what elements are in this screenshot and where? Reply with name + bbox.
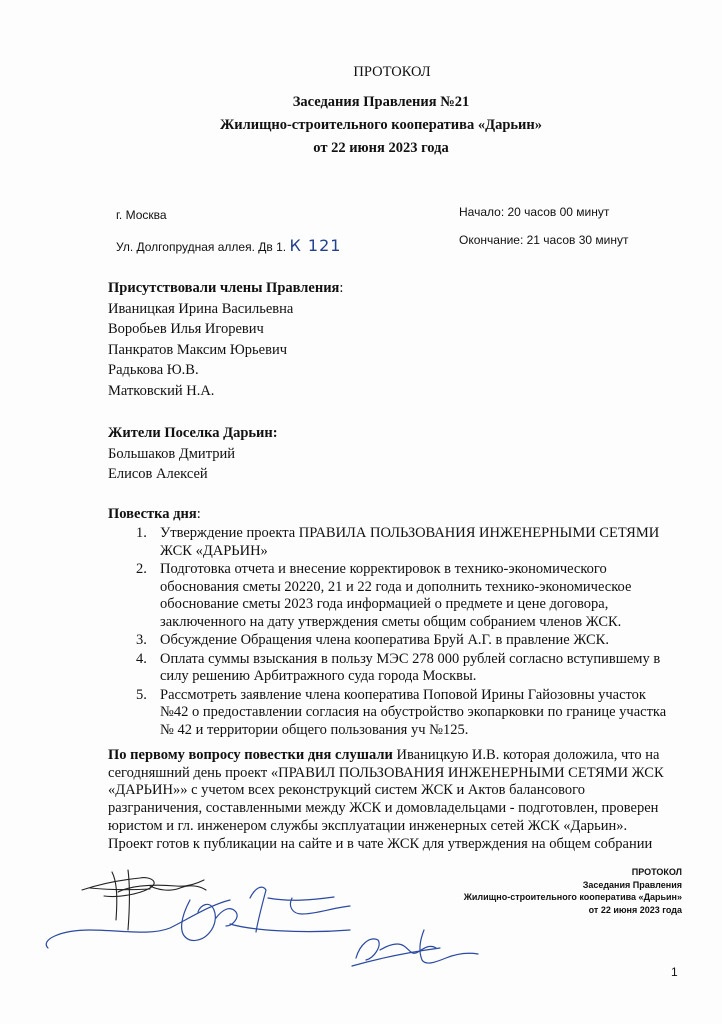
board-member-name: Иваницкая Ирина Васильевна (108, 300, 294, 317)
agenda-item-line: заключенного на дату утверждения сметы общим собранием членов ЖСК. (160, 613, 622, 630)
board-member-name: Радькова Ю.В. (108, 362, 199, 378)
agenda-item-line: Оплата суммы взыскания в пользу МЭС 278 000 рублей согласно вступившему в (160, 650, 661, 667)
board-members-heading: Присутствовали члены Правления (108, 280, 340, 296)
first-question-line: юристом и гл. инженером службы эксплуатации инженерных сетей ЖСК «Дарьин». (108, 817, 628, 834)
residents-heading: Жители Поселка Дарьин: (108, 425, 278, 441)
first-question-line: Иваницкую И.В. которая доложила, что на (392, 747, 660, 763)
meeting-address-handwritten: К 121 (289, 236, 342, 255)
document-subtitle-line-3: от 22 июня 2023 года (313, 140, 449, 156)
agenda-item-line: №42 о предоставлении согласия на обустройство экопарковки по границе участка (160, 704, 667, 720)
first-question-line: разграничения, составленными между ЖСК и домовладельцами - подготовлен, проверен (108, 800, 659, 817)
resident-name: Елисов Алексей (108, 466, 208, 482)
agenda-item-line: обоснования сметы 20220, 21 и 22 года и дополнить технико-экономическое (160, 578, 632, 595)
first-question-line: сегодняшний день проект «ПРАВИЛ ПОЛЬЗОВАНИЯ ИНЖЕНЕРНЫМИ СЕТЯМИ ЖСК (108, 764, 664, 781)
first-question-line: «ДАРЬИН»» с учетом всех реконструкций систем ЖСК и Актов балансового (108, 782, 586, 799)
blue-signature-1 (46, 887, 350, 948)
document-subtitle-line-1: Заседания Правления №21 (292, 94, 470, 110)
black-signature (82, 870, 206, 930)
agenda-item-number: 2. (136, 561, 147, 577)
agenda-item-line: Обсуждение Обращения члена кооператива Бруй А.Г. в правление ЖСК. (160, 632, 609, 648)
agenda-item-number: 3. (136, 632, 147, 648)
document-title: ПРОТОКОЛ (353, 64, 431, 80)
agenda-item-number: 4. (136, 650, 147, 667)
first-question-line: Проект готов к публикации на сайте и в чате ЖСК для утверждения на общем собрании (108, 835, 653, 852)
meeting-city: г. Москва (116, 208, 167, 222)
agenda-heading-colon: : (196, 506, 201, 522)
agenda-item-number: 5. (136, 686, 147, 703)
meeting-address-text: Ул. Долгопрудная аллея. Дв 1. (116, 240, 287, 254)
agenda-item-line: обоснование сметы 2023 года информацией о предмете и цене договора, (160, 596, 609, 612)
footer-line: Заседания Правления (582, 879, 682, 890)
meeting-end-time: Окончание: 21 часов 30 минут (459, 233, 629, 247)
page-number: 1 (671, 965, 678, 979)
footer-line: от 22 июня 2023 года (588, 904, 682, 915)
footer-line: ПРОТОКОЛ (631, 867, 682, 877)
board-member-name: Воробьев Илья Игоревич (108, 321, 264, 337)
agenda-item-line: Рассмотреть заявление члена кооператива Поповой Ирины Гайозовны участок (160, 686, 646, 703)
agenda-item-line: № 42 и территории общего пользования уч №125. (160, 721, 469, 738)
agenda-item-number: 1. (136, 525, 147, 541)
agenda-item-line: ЖСК «ДАРЬИН» (160, 542, 268, 559)
agenda-item-line: силу решению Арбитражного суда города Москвы. (160, 668, 477, 684)
agenda-item-line: Подготовка отчета и внесение корректировок в технико-экономического (160, 561, 607, 577)
board-member-name: Панкратов Максим Юрьевич (108, 341, 287, 358)
board-member-name: Матковский Н.А. (108, 382, 215, 399)
board-members-heading-colon: : (339, 280, 344, 296)
blue-signature-2 (352, 930, 478, 966)
first-question-lead: По первому вопросу повестки дня слушали (108, 747, 393, 763)
footer-stamp (464, 866, 682, 916)
meeting-start-time: Начало: 20 часов 00 минут (459, 205, 610, 219)
agenda-heading: Повестка дня (108, 506, 197, 522)
agenda-item-line: Утверждение проекта ПРАВИЛА ПОЛЬЗОВАНИЯ ИНЖЕНЕРНЫМИ СЕТЯМИ (160, 525, 660, 541)
resident-name: Большаков Дмитрий (108, 445, 235, 462)
footer-line: Жилищно-строительного кооператива «Дарьин» (463, 892, 682, 902)
document-subtitle-line-2: Жилищно-строительного кооператива «Дарьин» (219, 117, 543, 133)
